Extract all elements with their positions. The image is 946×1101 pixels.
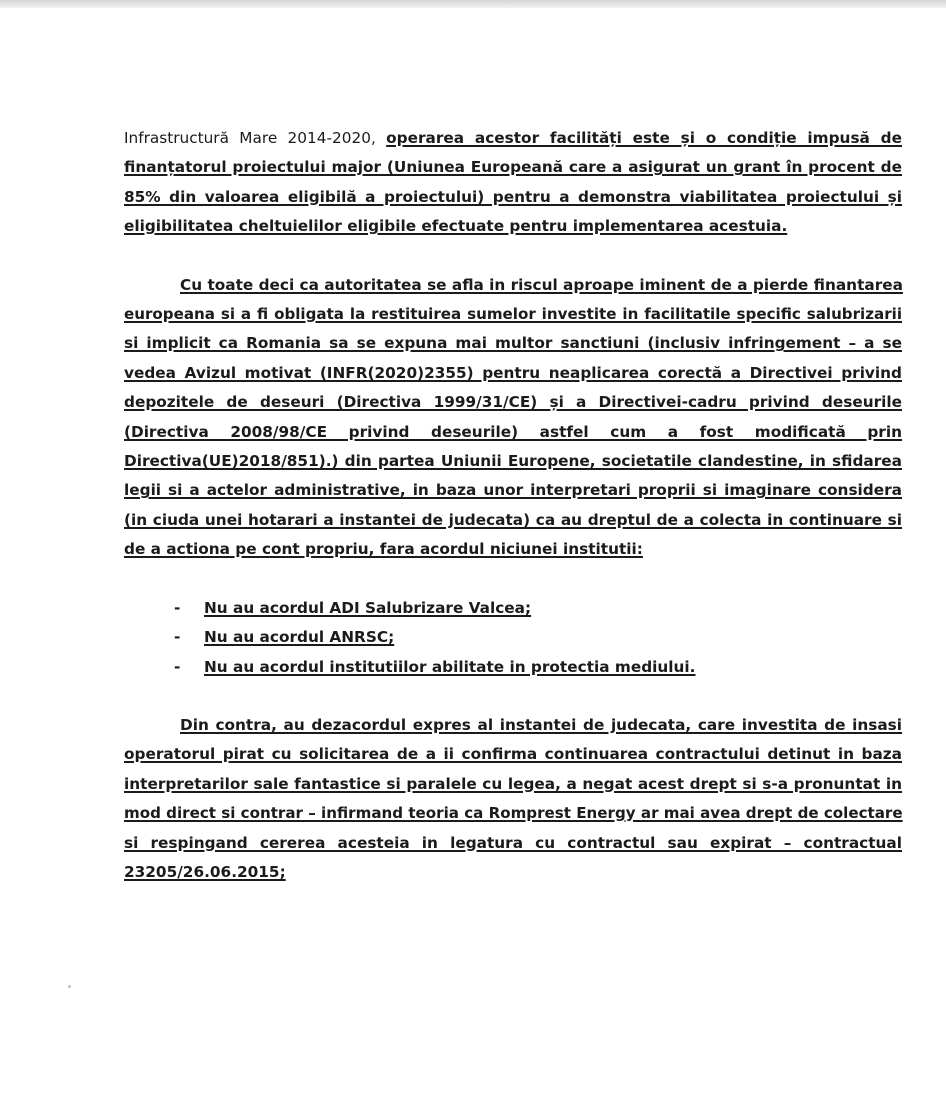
- list-item: [124, 653, 902, 682]
- spacer: [124, 565, 902, 594]
- list-item-text: Nu au acordul ADI Salubrizare Valcea;: [204, 598, 532, 617]
- list-item-text: Nu au acordul ANRSC;: [204, 628, 395, 647]
- bullet-marker: -: [174, 628, 181, 647]
- paragraph-1-line-3: 85% din valoarea eligibilă a proiectului) pentru a demonstra viabilitatea proiectului și: [124, 187, 902, 206]
- bullet-marker: -: [174, 598, 181, 617]
- list-item: [124, 594, 902, 623]
- scan-speck: [68, 985, 71, 988]
- top-border: [0, 0, 946, 8]
- paragraph-2: [124, 271, 902, 565]
- paragraph-2-line-8: legii si a actelor administrative, in baza unor interpretari proprii si imaginare considera: [124, 481, 902, 500]
- paragraph-2-line-5: depozitele de deseuri (Directiva 1999/31/CE) și a Directivei-cadru privind deseurile: [124, 393, 902, 412]
- paragraph-1-plain-text: Infrastructură Mare 2014-2020,: [124, 129, 387, 147]
- paragraph-3-line-6: 23205/26.06.2015;: [124, 862, 286, 881]
- document-page: [124, 124, 902, 887]
- paragraph-2-line-4: vedea Avizul motivat (INFR(2020)2355) pentru neaplicarea corectă a Directivei privind: [124, 363, 902, 382]
- paragraph-3-line-3: interpretarilor sale fantastice si paralele cu legea, a negat acest drept si s-a pronuntat in: [124, 774, 902, 793]
- bullet-list: [124, 594, 902, 682]
- paragraph-1-underlined-text: operarea acestor facilități este și o condiție impusă de: [386, 129, 902, 147]
- paragraph-1: [124, 124, 902, 242]
- paragraph-1-line-1: [124, 124, 902, 153]
- paragraph-2-line-6: (Directiva 2008/98/CE privind deseurile) astfel cum a fost modificată prin: [124, 422, 902, 441]
- bullet-marker: -: [174, 657, 181, 676]
- paragraph-2-line-3: si implicit ca Romania sa se expuna mai multor sanctiuni (inclusiv infringement – a se: [124, 334, 902, 353]
- list-item-text: Nu au acordul institutiilor abilitate in protectia mediului.: [204, 657, 696, 676]
- paragraph-3-line-5: si respingand cererea acesteia in legatura cu contractul sau expirat – contractual: [124, 833, 902, 852]
- paragraph-2-line-10: de a actiona pe cont propriu, fara acordul niciunei institutii:: [124, 540, 643, 559]
- paragraph-1-line-4: eligibilitatea cheltuielilor eligibile efectuate pentru implementarea acestuia.: [124, 217, 788, 236]
- paragraph-3-line-4: mod direct si contrar – infirmand teoria ca Romprest Energy ar mai avea drept de colectare: [124, 804, 903, 823]
- paragraph-2-line-2: europeana si a fi obligata la restituirea sumelor investite in facilitatile specific salubrizarii: [124, 305, 902, 324]
- spacer: [124, 682, 902, 711]
- list-item: [124, 623, 902, 652]
- paragraph-3-line-2: operatorul pirat cu solicitarea de a ii confirma continuarea contractului detinut in baza: [124, 745, 902, 764]
- paragraph-3-line-1: Din contra, au dezacordul expres al instantei de judecata, care investita de insasi: [180, 715, 902, 734]
- paragraph-2-line-7: Directiva(UE)2018/851).) din partea Uniunii Europene, societatile clandestine, in sfidarea: [124, 452, 902, 471]
- paragraph-2-line-9: (in ciuda unei hotarari a instantei de judecata) ca au dreptul de a colecta in continuare si: [124, 510, 902, 529]
- spacer: [124, 242, 902, 271]
- paragraph-3: [124, 711, 902, 887]
- paragraph-2-line-1: Cu toate deci ca autoritatea se afla in riscul aproape iminent de a pierde finantarea: [180, 275, 903, 294]
- paragraph-1-line-2: finanțatorul proiectului major (Uniunea Europeană care a asigurat un grant în procent de: [124, 158, 902, 177]
